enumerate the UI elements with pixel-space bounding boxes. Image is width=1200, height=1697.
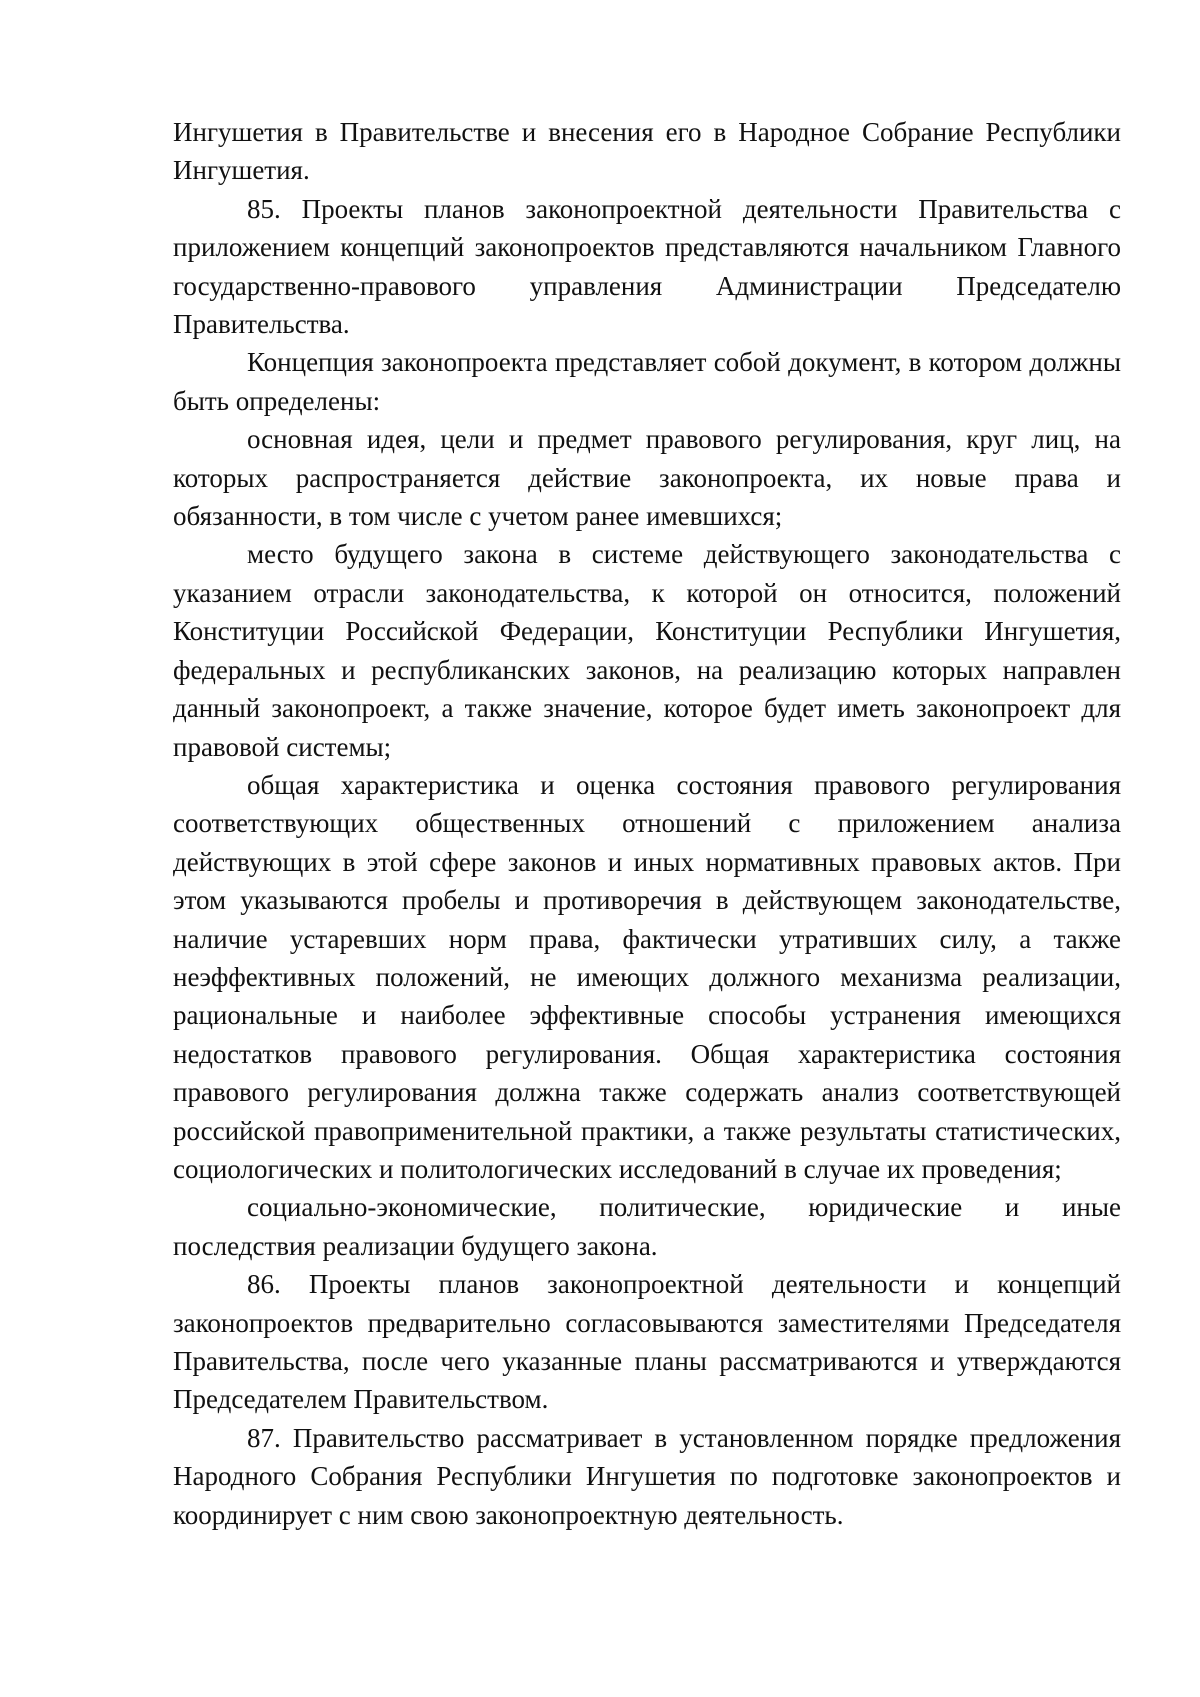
paragraph-87: 87. Правительство рассматривает в установленном порядке предложения Народного Собрания Республики Ингушетия по подготовке законопроектов и координирует с ним свою законопроектную деятельность.: [173, 1422, 1121, 1530]
paragraph-continuation: Ингушетия в Правительстве и внесения его в Народное Собрание Республики Ингушетия.: [173, 117, 1121, 186]
paragraph-main-idea: основная идея, цели и предмет правового регулирования, круг лиц, на которых распространяется действие законопроекта, их новые права и обязанности, в том числе с учетом ранее имевшихся;: [173, 424, 1121, 532]
paragraph-law-place: место будущего закона в системе действующего законодательства с указанием отрасли законодательства, к которой он относится, положений Конституции Российской Федерации, Конституции Республики Ингушетия, федеральных и республиканских законов, на реализацию которых направлен данный законопроект, а также значение, которое будет иметь законопроект для правовой системы;: [173, 539, 1121, 762]
paragraph-86: 86. Проекты планов законопроектной деятельности и концепций законопроектов предварительно согласовываются заместителями Председателя Правительства, после чего указанные планы рассматриваются и утверждаются Председателем Правительством.: [173, 1269, 1121, 1415]
paragraph-general-characteristic: общая характеристика и оценка состояния правового регулирования соответствующих общественных отношений с приложением анализа действующих в этой сфере законов и иных нормативных правовых актов. При этом указываются пробелы и противоречия в действующем законодательстве, наличие устаревших норм права, фактически утративших силу, а также неэффективных положений, не имеющих должного механизма реализации, рациональные и наиболее эффективные способы устранения имеющихся недостатков правового регулирования. Общая характеристика состояния правового регулирования должна также содержать анализ соответствующей российской правоприменительной практики, а также результаты статистических, социологических и политологических исследований в случае их проведения;: [173, 769, 1121, 1184]
paragraph-concept-definition: Концепция законопроекта представляет собой документ, в котором должны быть определены:: [173, 347, 1121, 416]
paragraph-85: 85. Проекты планов законопроектной деятельности Правительства с приложением концепций законопроектов представляются начальником Главного государственно-правового управления Администрации Председателю Правительства.: [173, 193, 1121, 340]
document-body: [173, 113, 1121, 1534]
paragraph-consequences: социально-экономические, политические, юридические и иные последствия реализации будущего закона.: [173, 1192, 1121, 1261]
